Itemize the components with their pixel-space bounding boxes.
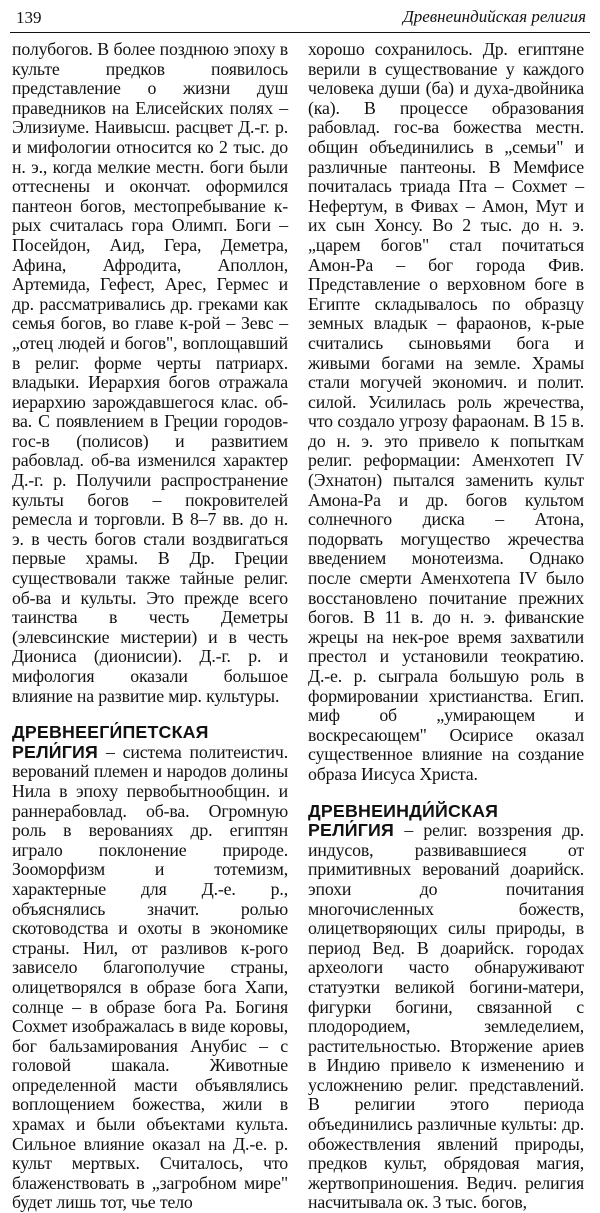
egyptian-religion-body: – система политеистич. верований племен и народов долины Нила в эпоху первобытнообщин. и раннерабовлад. об-ва. Огромную роль в верованиях др. египтян играло поклонение природе. Зооморфизм и тотемизм, характерные для Д.-е. р., объяснялись значит. ролью скотоводства и охоты в экономике страны. Нил, от разливов к-рого зависело благополучие страны, олицетворялся в образе бога Хапи, солнце – в образе бога Ра. Богиня Сохмет изображалась в виде коровы, бог бальзамирования Анубис – с головой шакала. Животные определенной масти объявлялись воплощением божества, жили в храмах и были объектами культа. Сильное влияние оказал на Д.-е. р. культ мертвых. Считалось, что блаженствовать в „загробном мире" будет лишь тот, чье тело	[12, 741, 289, 1213]
right-column	[308, 40, 584, 1213]
page-header	[10, 4, 590, 33]
text-columns	[12, 39, 590, 1213]
left-column	[12, 40, 288, 1213]
egyptian-religion-entry	[12, 723, 288, 1213]
indian-religion-headword: ДРЕВНЕИНДИ́ЙСКАЯ РЕЛИ́ГИЯ	[308, 800, 499, 841]
page-number: 139	[16, 8, 42, 27]
indian-religion-body: – религ. воззрения др. индусов, развивавшиеся от примитивных верований доарийск. эпохи до почитания многочисленных божеств, олицетворяющих силы природы, в период Вед. В доарийск. городах археологи часто обнаруживают статуэтки великой богини-матери, фигурки богини, связанной с плодородием, земледелием, растительностью. Вторжение ариев в Индию привело к изменению и усложнению религ. представлений. В религии этого периода объединились различные культы: др. обожествления явлений природы, предков культ, обрядовая магия, жертвоприношения. Ведич. религия насчитывала ок. 3 тыс. богов,	[308, 820, 585, 1213]
running-title: Древнеиндийская религия	[402, 7, 586, 26]
egyptian-religion-headword: ДРЕВНЕЕГИ́ПЕТСКАЯ РЕЛИ́ГИЯ	[12, 722, 209, 762]
indian-religion-entry	[308, 802, 584, 1213]
greek-religion-continuation: полубогов. В более позднюю эпоху в культе предков появилось представление о жизни душ праведников на Елисейских полях – Элизиуме. Наивысш. расцвет Д.-г. р. и мифологии относится ко 2 тыс. до н. э., когда мелкие местн. боги были оттеснены и окончат. оформился пантеон богов, местопребывание к-рых считалась гора Олимп. Боги – Посейдон, Аид, Гера, Деметра, Афина, Афродита, Аполлон, Артемида, Гефест, Арес, Гермес и др. рассматривались др. греками как семья богов, во главе к-рой – Зевс – „отец людей и богов", воплощавший в религ. форме черты патриарх. владыки. Иерархия богов отражала иерархию зарождавшегося клас. об-ва. С появлением в Греции городов-гос-в (полисов) и развитием рабовлад. об-ва изменился характер Д.-г. р. Получили распространение культы богов – покровителей ремесла и торговли. В 8–7 вв. до н. э. в честь богов стали воздвигаться первые храмы. В Др. Греции существовали также тайные религ. об-ва и культы. Это прежде всего таинства в честь Деметры (элевсинские мистерии) и в честь Диониса (дионисии). Д.-г. р. и мифология оказали большое влияние на развитие мир. культуры.	[12, 39, 288, 706]
egyptian-religion-continuation: хорошо сохранилось. Др. египтяне верили в существование у каждого человека души (ба) и духа-двойника (ка). В процессе образования рабовлад. гос-ва божества местн. общин объединились в „семьи" и различные пантеоны. В Мемфисе почиталась триада Пта – Сохмет – Нефертум, в Фивах – Амон, Мут и их сын Хонсу. Во 2 тыс. до н. э. „царем богов" стал почитаться Амон-Ра – бог города Фив. Представление о верховном боге в Египте складывалось по образцу земных владык – фараонов, к-рые считались сыновьями бога и живыми богами на земле. Храмы стали могучей экономич. и полит. силой. Усилилась роль жречества, что создало угрозу фараонам. В 15 в. до н. э. это привело к попыткам религ. реформации: Аменхотеп IV (Эхнатон) пытался заменить культ Амона-Ра и др. богов культом солнечного диска – Атона, подорвать могущество жречества введением монотеизма. Однако после смерти Аменхотепа IV было восстановлено почитание прежних богов. В 11 в. до н. э. фиванские жрецы на нек-рое время захватили престол и установили теократию. Д.-е. р. сыграла большую роль в формировании христианства. Егип. миф об „умирающем и воскресающем" Осирисе оказал существенное влияние на создание образа Иисуса Христа.	[308, 39, 584, 784]
